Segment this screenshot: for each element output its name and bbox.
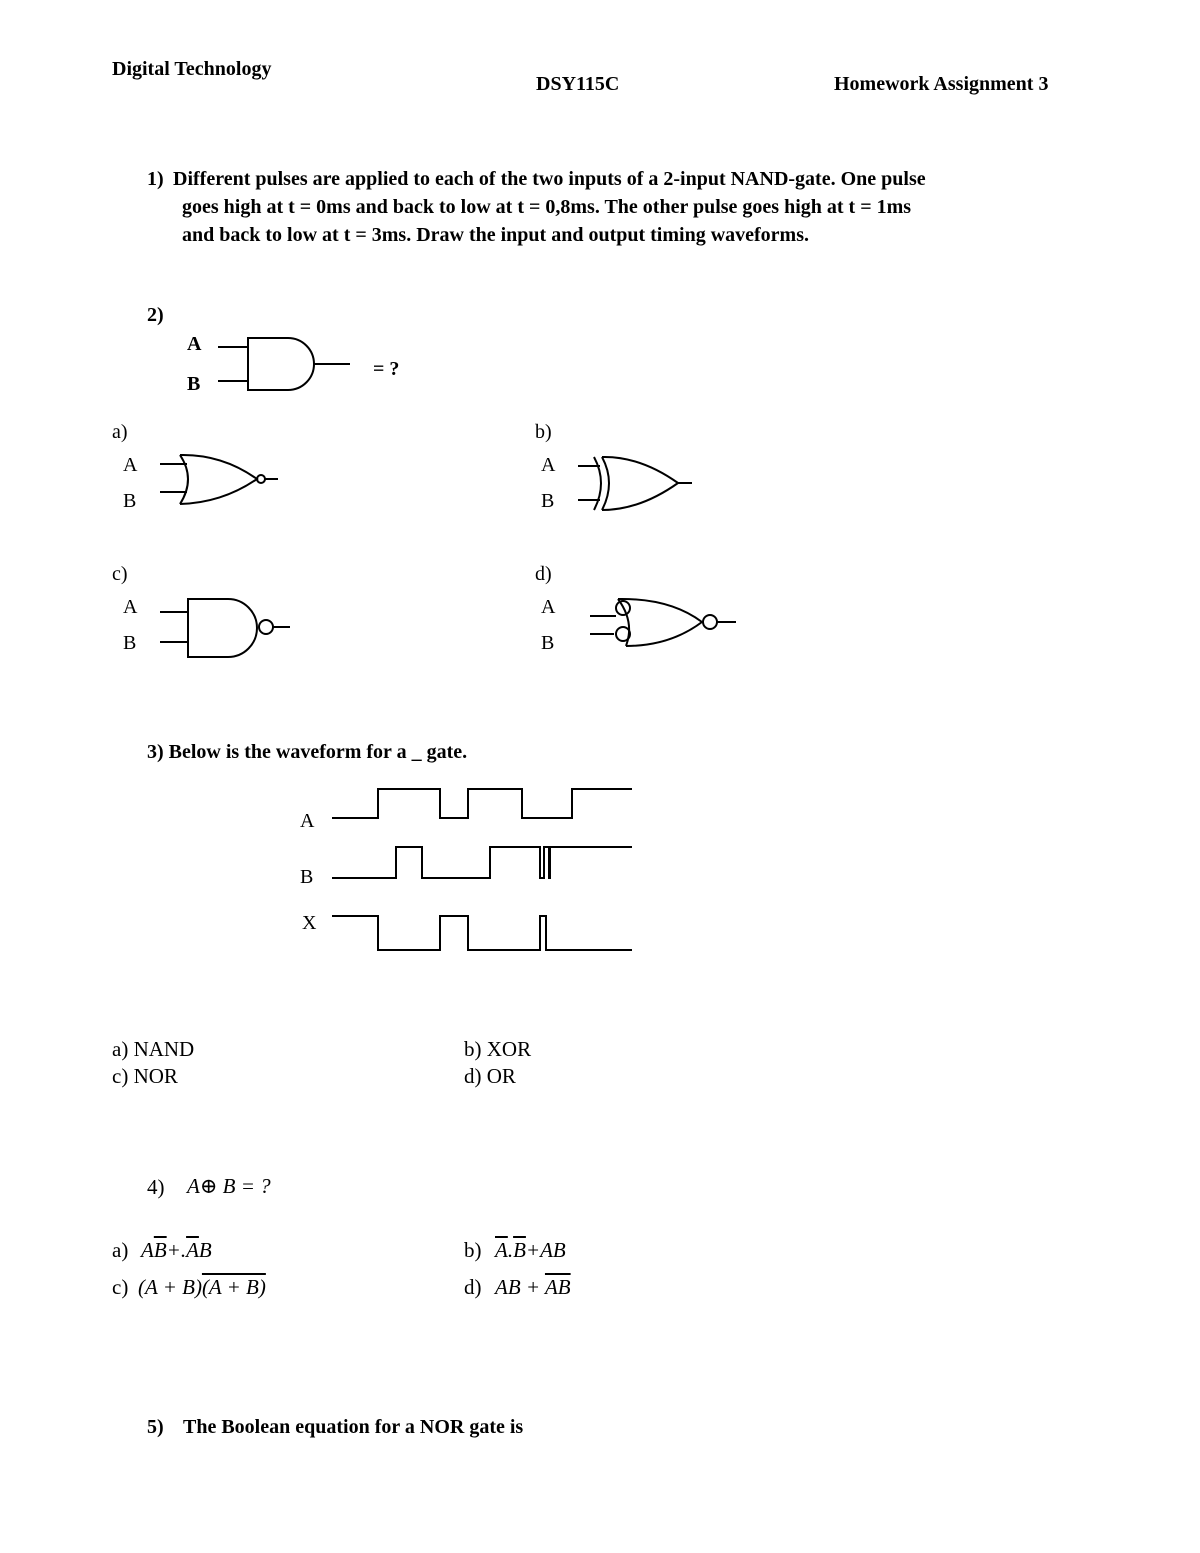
xor-gate-icon (578, 454, 698, 514)
q2-input-a-label: A (187, 333, 202, 355)
q2-option-b-letter: b) (535, 421, 552, 443)
negated-input-nor-gate-icon (590, 596, 750, 656)
q3-option-d: d) OR (464, 1064, 516, 1088)
q2-option-a-input-b: B (123, 490, 137, 512)
course-code: DSY115C (536, 73, 620, 95)
q3-option-b: b) XOR (464, 1037, 532, 1061)
waveform-x (332, 916, 632, 950)
and-gate-icon (218, 336, 358, 396)
waveform-a (332, 789, 632, 818)
q4-option-b-expression: $\overline{A}.\overline{B}+AB$ (495, 1238, 566, 1262)
q4-option-a-expression: $A\overline{B}+.\overline{A}B$ (141, 1238, 212, 1262)
q2-input-b-label: B (187, 373, 201, 395)
q2-option-d-input-a: A (541, 596, 556, 618)
signal-x-label: X (302, 912, 317, 934)
q4-option-d-expression: AB + $\overline{AB}$ (495, 1275, 571, 1299)
q3-text: 3) Below is the waveform for a _ gate. (147, 741, 468, 763)
q2-option-d-input-b: B (541, 632, 555, 654)
q2-option-b-input-b: B (541, 490, 555, 512)
course-name: Digital Technology (112, 58, 272, 80)
q1-line-1: Different pulses are applied to each of the two inputs of a 2-input NAND-gate. One pulse (173, 168, 926, 190)
q4-option-c-letter: c) (112, 1275, 129, 1299)
q4-option-c-expression: (A + B)(A + B) (138, 1275, 266, 1299)
assignment-title: Homework Assignment 3 (834, 73, 1049, 95)
q4-option-a-letter: a) (112, 1238, 129, 1262)
waveform-b (332, 847, 632, 878)
signal-b-label: B (300, 866, 314, 888)
signal-a-label: A (300, 810, 315, 832)
q1-number: 1) (147, 168, 164, 190)
q2-option-c-input-b: B (123, 632, 137, 654)
q4-number: 4) (147, 1175, 165, 1199)
q2-equals: = ? (373, 358, 400, 380)
q4-option-b-letter: b) (464, 1238, 482, 1262)
nor-gate-icon (160, 450, 280, 510)
q5-text: The Boolean equation for a NOR gate is (183, 1416, 524, 1438)
q2-option-c-letter: c) (112, 563, 128, 585)
q2-option-d-letter: d) (535, 563, 552, 585)
nand-gate-icon (160, 596, 300, 660)
q3-option-c: c) NOR (112, 1064, 178, 1088)
q2-option-c-input-a: A (123, 596, 138, 618)
q4-option-d-letter: d) (464, 1275, 482, 1299)
timing-diagram (330, 780, 650, 960)
q1-line-2: goes high at t = 0ms and back to low at t = 0,8ms. The other pulse goes high at t = 1ms (182, 196, 912, 218)
q2-number: 2) (147, 304, 164, 326)
q2-option-a-input-a: A (123, 454, 138, 476)
q3-option-a: a) NAND (112, 1037, 195, 1061)
q2-option-b-input-a: A (541, 454, 556, 476)
q4-expression: A⊕ B = ? (187, 1174, 271, 1198)
q1-line-3: and back to low at t = 3ms. Draw the input and output timing waveforms. (182, 224, 809, 246)
q2-option-a-letter: a) (112, 421, 128, 443)
q5-number: 5) (147, 1416, 164, 1438)
